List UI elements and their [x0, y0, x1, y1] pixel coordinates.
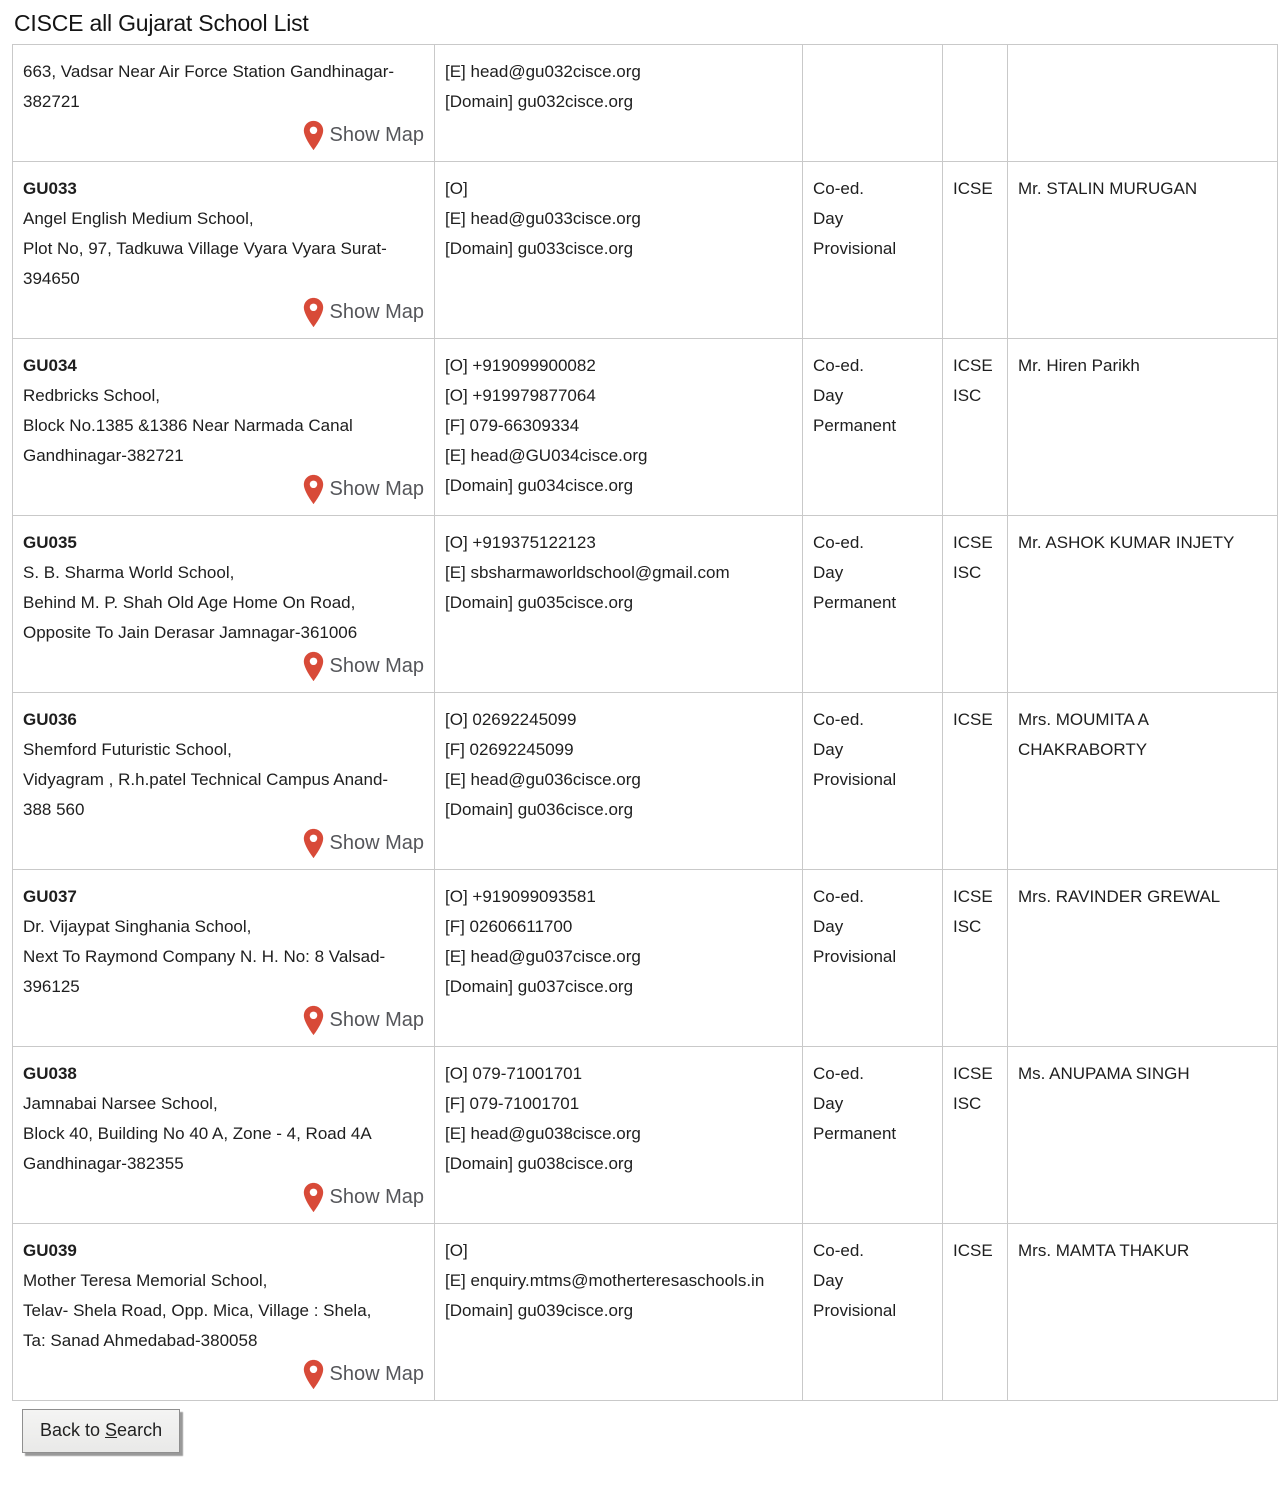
address-line: Next To Raymond Company N. H. No: 8 Valsad-	[23, 947, 386, 966]
type-line: Day	[813, 386, 844, 405]
map-pin-icon	[302, 474, 325, 505]
contact-line: [Domain] gu039cisce.org	[445, 1301, 634, 1320]
contact-line: [E] head@gu033cisce.org	[445, 209, 641, 228]
type-line: Provisional	[813, 239, 897, 258]
address-line: Opposite To Jain Derasar Jamnagar-361006	[23, 623, 358, 642]
show-map-label: Show Map	[329, 1009, 424, 1031]
address-line: 396125	[23, 977, 80, 996]
contact-cell	[435, 162, 803, 339]
affiliation-cell	[943, 1224, 1008, 1401]
school-info-cell	[13, 339, 435, 516]
show-map-label: Show Map	[329, 301, 424, 323]
school-name: Jamnabai Narsee School,	[23, 1094, 218, 1113]
contact-line: [E] head@gu038cisce.org	[445, 1124, 641, 1143]
contact-line: [Domain] gu036cisce.org	[445, 800, 634, 819]
contact-line: [F] 02606611700	[445, 917, 573, 936]
affiliation-line: ISC	[953, 386, 982, 405]
affiliation-cell	[943, 516, 1008, 693]
type-line: Day	[813, 1094, 844, 1113]
map-pin-icon	[302, 1359, 325, 1390]
school-code: GU035	[23, 533, 77, 552]
type-line: Permanent	[813, 416, 897, 435]
contact-line: [Domain] gu034cisce.org	[445, 476, 634, 495]
address-line: Block 40, Building No 40 A, Zone - 4, Road 4A	[23, 1124, 372, 1143]
school-type-cell	[803, 870, 943, 1047]
affiliation-cell	[943, 162, 1008, 339]
affiliation-line: ISC	[953, 563, 982, 582]
school-name: Mother Teresa Memorial School,	[23, 1271, 268, 1290]
contact-line: [E] enquiry.mtms@motherteresaschools.in	[445, 1271, 765, 1290]
affiliation-cell	[943, 45, 1008, 162]
principal-cell: Mrs. RAVINDER GREWAL	[1008, 870, 1278, 1047]
school-name: Dr. Vijaypat Singhania School,	[23, 917, 252, 936]
type-line: Co-ed.	[813, 710, 865, 729]
contact-line: [Domain] gu033cisce.org	[445, 239, 634, 258]
school-code: GU036	[23, 710, 77, 729]
type-line: Permanent	[813, 593, 897, 612]
school-type-cell	[803, 339, 943, 516]
type-line: Provisional	[813, 947, 897, 966]
school-code: GU033	[23, 179, 77, 198]
principal-cell: Ms. ANUPAMA SINGH	[1008, 1047, 1278, 1224]
school-type-cell	[803, 516, 943, 693]
show-map-label: Show Map	[329, 832, 424, 854]
school-code: GU034	[23, 356, 77, 375]
school-address	[23, 1119, 424, 1179]
affiliation-line: ICSE	[953, 179, 993, 198]
address-line: Telav- Shela Road, Opp. Mica, Village : Shela,	[23, 1301, 372, 1320]
contact-cell	[435, 870, 803, 1047]
affiliation-line: ISC	[953, 917, 982, 936]
address-line: 382721	[23, 92, 80, 111]
affiliation-line: ICSE	[953, 887, 993, 906]
affiliation-cell	[943, 339, 1008, 516]
school-table	[12, 44, 1278, 1401]
contact-cell	[435, 693, 803, 870]
contact-cell	[435, 516, 803, 693]
show-map-link[interactable]	[23, 827, 424, 859]
contact-line: [E] head@gu032cisce.org	[445, 62, 641, 81]
contact-line: [O]	[445, 179, 468, 198]
affiliation-cell	[943, 870, 1008, 1047]
school-type-cell	[803, 45, 943, 162]
show-map-link[interactable]	[23, 296, 424, 328]
principal-cell: Mr. Hiren Parikh	[1008, 339, 1278, 516]
school-row	[13, 870, 1278, 1047]
principal-cell: Mr. ASHOK KUMAR INJETY	[1008, 516, 1278, 693]
contact-line: [O] 079-71001701	[445, 1064, 583, 1083]
contact-line: [O] +919099093581	[445, 887, 596, 906]
contact-line: [Domain] gu032cisce.org	[445, 92, 634, 111]
contact-line: [F] 02692245099	[445, 740, 574, 759]
school-row	[13, 339, 1278, 516]
school-info-cell	[13, 1047, 435, 1224]
school-address	[23, 234, 424, 294]
address-line: 388 560	[23, 800, 85, 819]
map-pin-icon	[302, 120, 325, 151]
school-address	[23, 57, 424, 117]
show-map-link[interactable]	[23, 650, 424, 682]
show-map-link[interactable]	[23, 1358, 424, 1390]
page-title: CISCE all Gujarat School List	[14, 10, 309, 36]
contact-line: [E] head@gu037cisce.org	[445, 947, 641, 966]
contact-line: [O]	[445, 1241, 468, 1260]
affiliation-line: ISC	[953, 1094, 982, 1113]
type-line: Co-ed.	[813, 1241, 865, 1260]
contact-line: [O] +919375122123	[445, 533, 596, 552]
show-map-label: Show Map	[329, 1363, 424, 1385]
school-row	[13, 1224, 1278, 1401]
school-address	[23, 588, 424, 648]
school-row	[13, 1047, 1278, 1224]
address-line: Ta: Sanad Ahmedabad-380058	[23, 1331, 258, 1350]
school-row	[13, 516, 1278, 693]
school-type-cell	[803, 1224, 943, 1401]
show-map-link[interactable]	[23, 473, 424, 505]
school-name: S. B. Sharma World School,	[23, 563, 235, 582]
affiliation-cell	[943, 1047, 1008, 1224]
type-line: Day	[813, 563, 844, 582]
address-line: Vidyagram , R.h.patel Technical Campus Anand-	[23, 770, 389, 789]
contact-line: [F] 079-66309334	[445, 416, 580, 435]
affiliation-line: ICSE	[953, 710, 993, 729]
affiliation-line: ICSE	[953, 1241, 993, 1260]
type-line: Permanent	[813, 1124, 897, 1143]
address-line: Plot No, 97, Tadkuwa Village Vyara Vyara Surat-	[23, 239, 387, 258]
school-row	[13, 45, 1278, 162]
show-map-link[interactable]	[23, 1181, 424, 1213]
school-name: Angel English Medium School,	[23, 209, 254, 228]
address-line: 663, Vadsar Near Air Force Station Gandhinagar-	[23, 62, 395, 81]
contact-cell	[435, 1224, 803, 1401]
school-type-cell	[803, 693, 943, 870]
affiliation-cell	[943, 693, 1008, 870]
show-map-link[interactable]	[23, 1004, 424, 1036]
school-row	[13, 162, 1278, 339]
school-info-cell	[13, 516, 435, 693]
school-code: GU037	[23, 887, 77, 906]
contact-cell	[435, 1047, 803, 1224]
school-row	[13, 693, 1278, 870]
school-address	[23, 942, 424, 1002]
affiliation-line: ICSE	[953, 356, 993, 375]
contact-line: [O] 02692245099	[445, 710, 577, 729]
affiliation-line: ICSE	[953, 533, 993, 552]
address-line: Block No.1385 &1386 Near Narmada Canal	[23, 416, 353, 435]
back-to-search-button[interactable]: Back to Search	[22, 1409, 180, 1453]
school-type-cell	[803, 1047, 943, 1224]
map-pin-icon	[302, 1182, 325, 1213]
school-info-cell	[13, 1224, 435, 1401]
school-type-cell	[803, 162, 943, 339]
school-table-body	[13, 45, 1278, 1401]
type-line: Day	[813, 1271, 844, 1290]
show-map-link[interactable]	[23, 119, 424, 151]
contact-line: [Domain] gu035cisce.org	[445, 593, 634, 612]
school-code: GU039	[23, 1241, 77, 1260]
type-line: Day	[813, 209, 844, 228]
school-code: GU038	[23, 1064, 77, 1083]
school-name: Redbricks School,	[23, 386, 161, 405]
school-info-cell	[13, 870, 435, 1047]
type-line: Day	[813, 740, 844, 759]
contact-cell	[435, 45, 803, 162]
address-line: Gandhinagar-382355	[23, 1154, 184, 1173]
school-name: Shemford Futuristic School,	[23, 740, 232, 759]
type-line: Co-ed.	[813, 356, 865, 375]
contact-line: [E] head@gu036cisce.org	[445, 770, 641, 789]
map-pin-icon	[302, 828, 325, 859]
address-line: Behind M. P. Shah Old Age Home On Road,	[23, 593, 356, 612]
map-pin-icon	[302, 651, 325, 682]
school-address	[23, 411, 424, 471]
contact-line: [F] 079-71001701	[445, 1094, 580, 1113]
principal-cell: Mrs. MOUMITA A CHAKRABORTY	[1008, 693, 1278, 870]
type-line: Day	[813, 917, 844, 936]
type-line: Provisional	[813, 770, 897, 789]
contact-line: [E] head@GU034cisce.org	[445, 446, 648, 465]
contact-line: [Domain] gu038cisce.org	[445, 1154, 634, 1173]
principal-cell: Mrs. MAMTA THAKUR	[1008, 1224, 1278, 1401]
school-address	[23, 765, 424, 825]
map-pin-icon	[302, 1005, 325, 1036]
type-line: Co-ed.	[813, 1064, 865, 1083]
type-line: Co-ed.	[813, 533, 865, 552]
principal-cell	[1008, 45, 1278, 162]
type-line: Provisional	[813, 1301, 897, 1320]
map-pin-icon	[302, 297, 325, 328]
show-map-label: Show Map	[329, 655, 424, 677]
address-line: Gandhinagar-382721	[23, 446, 184, 465]
contact-cell	[435, 339, 803, 516]
school-address	[23, 1296, 424, 1356]
show-map-label: Show Map	[329, 1186, 424, 1208]
contact-line: [O] +919979877064	[445, 386, 596, 405]
school-info-cell	[13, 162, 435, 339]
contact-line: [Domain] gu037cisce.org	[445, 977, 634, 996]
type-line: Co-ed.	[813, 887, 865, 906]
affiliation-line: ICSE	[953, 1064, 993, 1083]
address-line: 394650	[23, 269, 80, 288]
school-info-cell	[13, 693, 435, 870]
type-line: Co-ed.	[813, 179, 865, 198]
show-map-label: Show Map	[329, 124, 424, 146]
show-map-label: Show Map	[329, 478, 424, 500]
contact-line: [O] +919099900082	[445, 356, 596, 375]
principal-cell: Mr. STALIN MURUGAN	[1008, 162, 1278, 339]
contact-line: [E] sbsharmaworldschool@gmail.com	[445, 563, 730, 582]
school-info-cell	[13, 45, 435, 162]
